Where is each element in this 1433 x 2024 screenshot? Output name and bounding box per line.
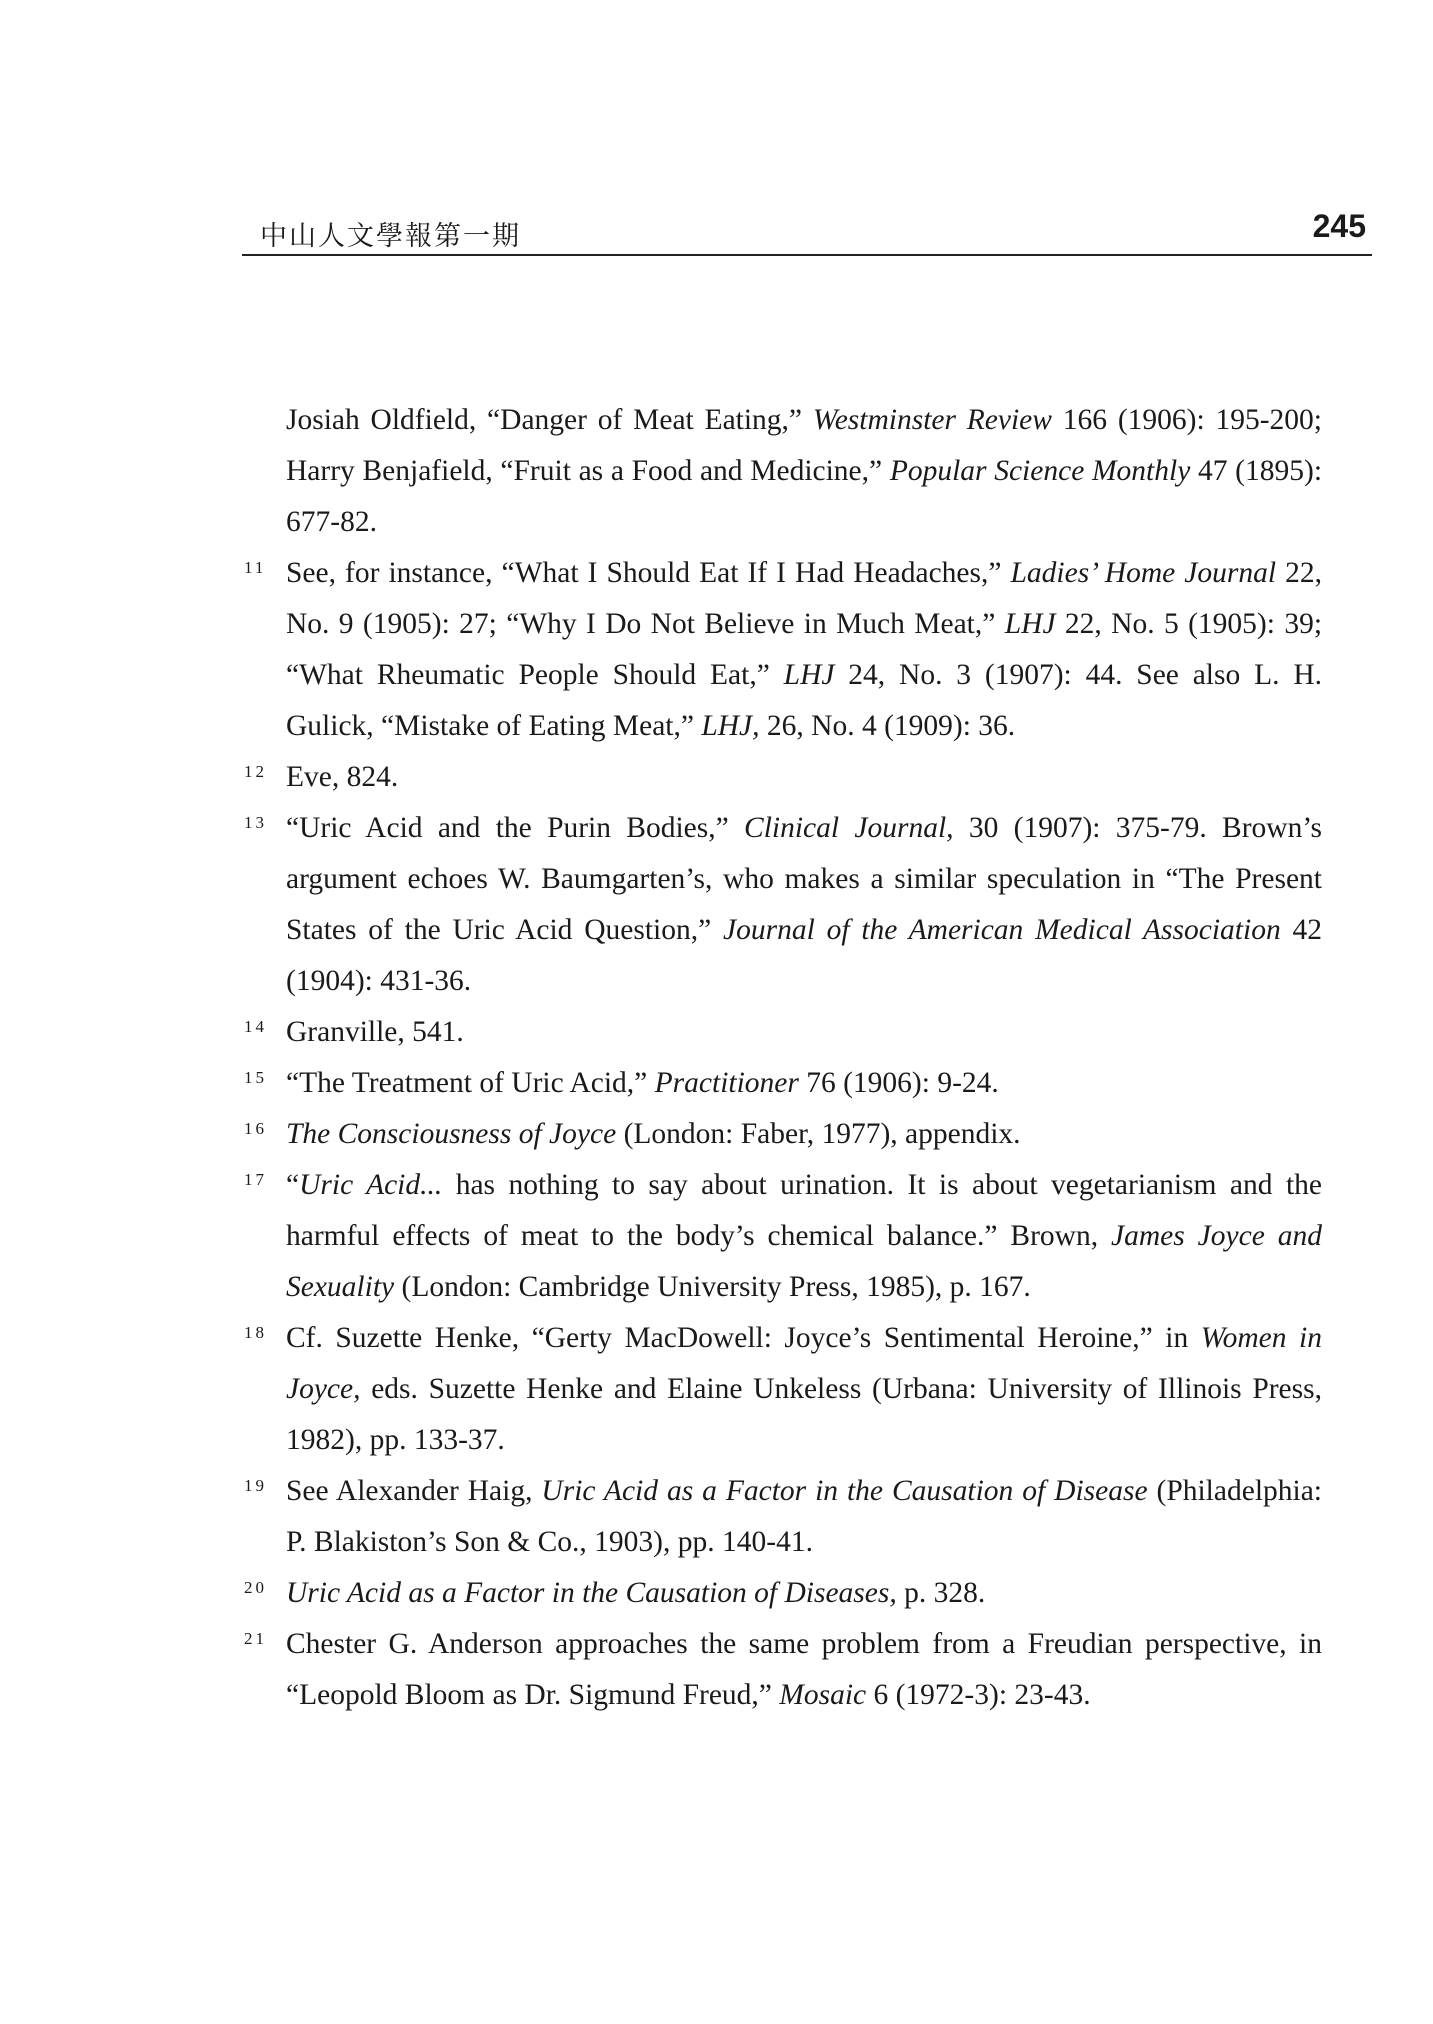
footnote-text: See Alexander Haig, — [286, 1475, 542, 1507]
footnote-number: 18 — [244, 1323, 267, 1342]
footnote-text: 166 (1906): 195-200; Harry Benjafield, “Fruit as a Food and Medicine,” — [286, 404, 1322, 487]
footnote-text: (Philadelphia: P. Blakiston’s Son & Co., 1903), pp. 140-41. — [286, 1475, 1322, 1558]
footnote-text: Chester G. Anderson approaches the same problem from a Freudian perspective, in “Leopold Bloom as Dr. Sigmund Freud,” — [286, 1628, 1322, 1711]
footnote-text: Josiah Oldfield, “Danger of Meat Eating,” — [286, 404, 813, 436]
footnote-text: 24, No. 3 (1907): 44. See also L. H. Gulick, “Mistake of Eating Meat,” — [286, 659, 1322, 742]
footnote-text: (London: Cambridge University Press, 1985), p. 167. — [394, 1271, 1031, 1303]
footnote-number: 12 — [244, 762, 267, 781]
footnote-text: “ — [286, 1169, 300, 1201]
footnote-text: Cf. Suzette Henke, “Gerty MacDowell: Joyce’s Sentimental Heroine,” in — [286, 1322, 1201, 1354]
footnote-text: has nothing to say about urination. It is about vegetarianism and the harmful effects of meat to the body’s chemical balance.” Brown, — [286, 1169, 1322, 1252]
footnote-text: 30 (1907): 375-79. Brown’s argument echoes W. Baumgarten’s, who makes a similar speculation in “The Present States of the Uric Acid Question,” — [286, 812, 1322, 946]
journal-title: 中山人文學報第一期 — [260, 221, 521, 252]
footnote — [242, 1007, 1322, 1058]
footnote-number: 14 — [244, 1017, 267, 1036]
footnote — [242, 548, 1322, 752]
footnote-text: 22, No. 5 (1905): 39; “What Rheumatic People Should Eat,” — [286, 608, 1323, 691]
italic-title-text: Popular Science Monthly — [889, 455, 1191, 487]
footnotes-list — [242, 395, 1322, 1721]
footnote-number: 16 — [244, 1119, 267, 1138]
footnote-text: 42 (1904): 431-36. — [286, 914, 1323, 997]
italic-title-text: Mosaic — [779, 1679, 867, 1711]
italic-title-text: Uric Acid as a Factor in the Causation of Diseases, — [286, 1577, 897, 1609]
italic-title-text: Uric Acid... — [299, 1169, 443, 1201]
footnote — [242, 1160, 1322, 1313]
italic-title-text: Ladies’ Home Journal — [1010, 557, 1277, 589]
footnote — [242, 1619, 1322, 1721]
running-header — [242, 208, 1372, 256]
footnote-number: 20 — [244, 1578, 267, 1597]
footnote-text: 47 (1895): 677-82. — [286, 455, 1323, 538]
footnote-text: 22, No. 9 (1905): 27; “Why I Do Not Believe in Much Meat,” — [286, 557, 1323, 640]
italic-title-text: Uric Acid as a Factor in the Causation of Disease — [541, 1475, 1148, 1507]
footnote-number: 21 — [244, 1629, 267, 1648]
footnote — [242, 803, 1322, 1007]
footnote — [242, 1466, 1322, 1568]
footnote-text: (London: Faber, 1977), appendix. — [616, 1118, 1021, 1150]
footnote-number: 11 — [244, 558, 267, 577]
page-number: 245 — [1312, 208, 1366, 244]
italic-title-text: LHJ — [783, 659, 835, 691]
footnote-number: 15 — [244, 1068, 267, 1087]
italic-title-text: The Consciousness of Joyce — [286, 1118, 617, 1150]
footnote — [242, 1568, 1322, 1619]
footnote — [242, 1109, 1322, 1160]
footnote — [242, 395, 1322, 548]
footnote-text: “The Treatment of Uric Acid,” — [286, 1067, 655, 1099]
italic-title-text: LHJ, — [701, 710, 760, 742]
italic-title-text: James Joyce and Sexuality — [286, 1220, 1322, 1303]
footnote — [242, 752, 1322, 803]
footnote-text: “Uric Acid and the Purin Bodies,” — [286, 812, 745, 844]
footnote-text: 26, No. 4 (1909): 36. — [759, 710, 1016, 742]
italic-title-text: Practitioner — [654, 1067, 799, 1099]
footnote-number: 19 — [244, 1476, 267, 1495]
italic-title-text: Journal of the American Medical Association — [723, 914, 1281, 946]
footnote-text: eds. Suzette Henke and Elaine Unkeless (Urbana: University of Illinois Press, 1982), pp. 133-37. — [286, 1373, 1322, 1456]
footnote-number: 17 — [244, 1170, 267, 1189]
footnote-text: p. 328. — [896, 1577, 986, 1609]
footnote-text: See, for instance, “What I Should Eat If I Had Headaches,” — [286, 557, 1011, 589]
italic-title-text: LHJ — [1004, 608, 1056, 640]
footnote-text: 6 (1972-3): 23-43. — [866, 1679, 1091, 1711]
italic-title-text: Women in Joyce, — [286, 1322, 1322, 1405]
footnote-number: 13 — [244, 813, 267, 832]
footnote-text: 76 (1906): 9-24. — [798, 1067, 999, 1099]
footnote — [242, 1313, 1322, 1466]
footnote-text: Granville, 541. — [286, 1016, 464, 1048]
italic-title-text: Westminster Review — [812, 404, 1052, 436]
italic-title-text: Clinical Journal, — [744, 812, 954, 844]
footnote-text: Eve, 824. — [286, 761, 399, 793]
footnote — [242, 1058, 1322, 1109]
